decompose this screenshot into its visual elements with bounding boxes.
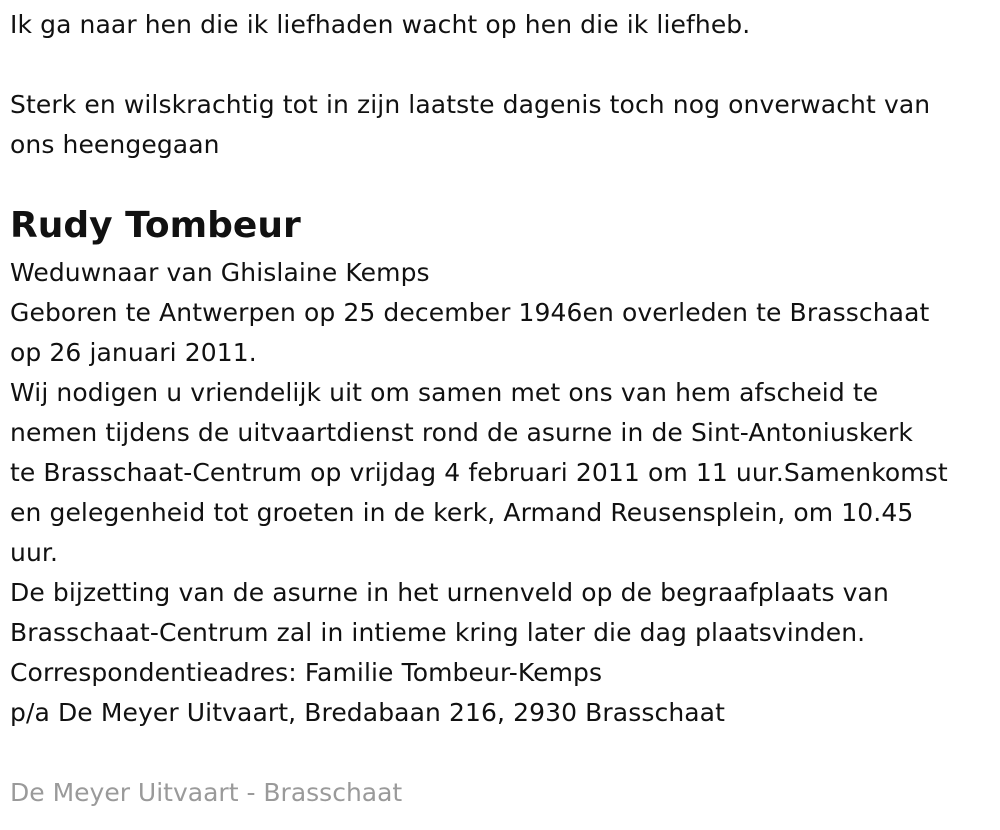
body-line: en gelegenheid tot groeten in de kerk, Armand Reusensplein, om 10.45 (10, 498, 914, 527)
body-line: Weduwnaar van Ghislaine Kemps (10, 258, 430, 287)
body-line: Brasschaat-Centrum zal in intieme kring later die dag plaatsvinden. (10, 618, 866, 647)
body-line: uur. (10, 538, 59, 567)
body-line: Wij nodigen u vriendelijk uit om samen met ons van hem afscheid te (10, 378, 879, 407)
body-line: nemen tijdens de uitvaartdienst rond de asurne in de Sint-Antoniuskerk (10, 418, 914, 447)
intro-line-2: Sterk en wilskrachtig tot in zijn laatste dagenis toch nog onverwacht van (10, 90, 931, 119)
funeral-home-credit: De Meyer Uitvaart - Brasschaat (10, 778, 403, 807)
body-line: De bijzetting van de asurne in het urnenveld op de begraafplaats van (10, 578, 889, 607)
obituary-body (10, 253, 948, 733)
body-line: op 26 januari 2011. (10, 338, 257, 367)
intro-line-3: ons heengegaan (10, 130, 220, 159)
deceased-name: Rudy Tombeur (10, 205, 301, 246)
intro-text (10, 85, 930, 165)
body-line: Correspondentieadres: Familie Tombeur-Kemps (10, 658, 603, 687)
intro-quote (10, 5, 750, 45)
body-line: te Brasschaat-Centrum op vrijdag 4 februari 2011 om 11 uur.Samenkomst (10, 458, 948, 487)
intro-line-1: Ik ga naar hen die ik liefhaden wacht op hen die ik liefheb. (10, 10, 751, 39)
body-line: Geboren te Antwerpen op 25 december 1946en overleden te Brasschaat (10, 298, 930, 327)
body-line: p/a De Meyer Uitvaart, Bredabaan 216, 2930 Brasschaat (10, 698, 726, 727)
